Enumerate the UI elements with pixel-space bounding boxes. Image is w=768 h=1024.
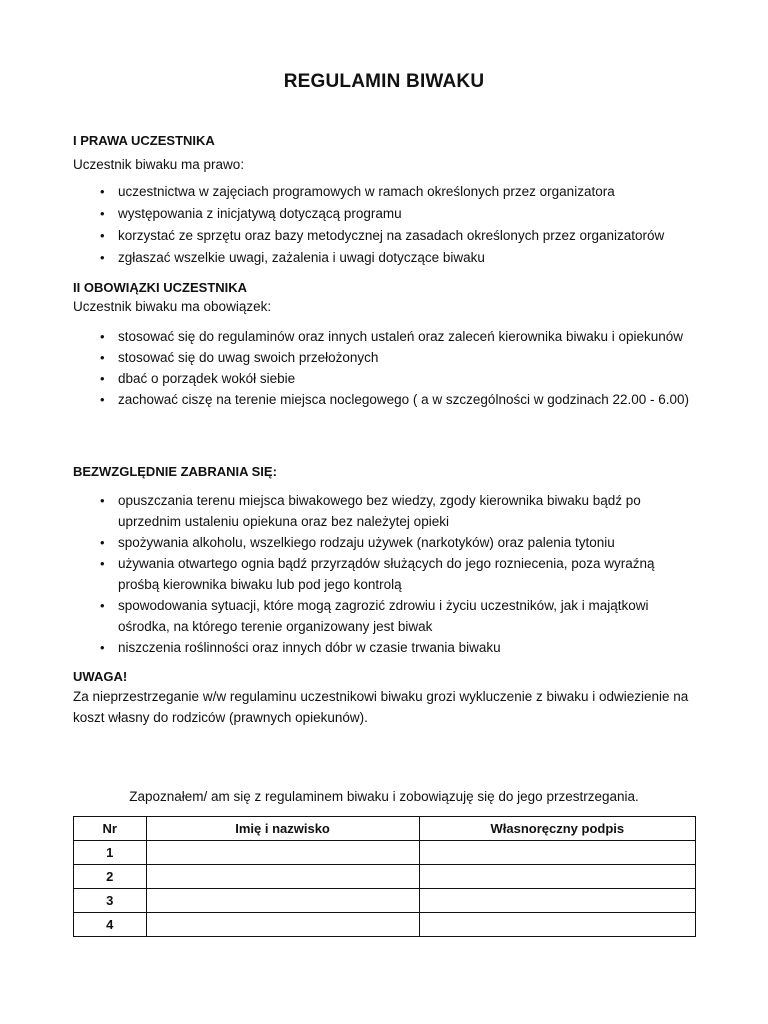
list-item: • występowania z inicjatywą dotyczącą programu <box>73 203 693 224</box>
list-item: • stosować się do uwag swoich przełożonych <box>73 347 693 368</box>
rights-list <box>73 181 693 268</box>
table-row <box>74 889 696 913</box>
warning-note <box>73 668 713 728</box>
section-heading: BEZWZGLĘDNIE ZABRANIA SIĘ: <box>73 464 277 479</box>
column-header-name: Imię i nazwisko <box>146 817 419 841</box>
name-cell[interactable] <box>146 865 419 889</box>
signature-table <box>73 816 696 937</box>
list-item: • opuszczania terenu miejsca biwakowego bez wiedzy, zgody kierownika biwaku bądź po uprzednim ustaleniu opiekuna oraz bez należytej opieki <box>73 490 693 532</box>
bullet-icon: • <box>100 598 105 613</box>
table-row <box>74 865 696 889</box>
acknowledgement-text: Zapoznałem/ am się z regulaminem biwaku i zobowiązuję się do jego przestrzegania. <box>129 789 639 804</box>
signature-cell[interactable] <box>419 841 695 865</box>
name-cell[interactable] <box>146 889 419 913</box>
section-prohibitions <box>73 463 713 481</box>
bullet-icon: • <box>100 250 105 265</box>
bullet-icon: • <box>100 535 105 550</box>
list-item: • uczestnictwa w zajęciach programowych w ramach określonych przez organizatora <box>73 181 693 202</box>
list-item: • korzystać ze sprzętu oraz bazy metodycznej na zasadach określonych przez organizatorów <box>73 225 693 246</box>
list-item: • dbać o porządek wokół siebie <box>73 368 693 389</box>
name-cell[interactable] <box>146 841 419 865</box>
list-item: • spożywania alkoholu, wszelkiego rodzaju używek (narkotyków) oraz palenia tytoniu <box>73 532 693 553</box>
list-item: • zachować ciszę na terenie miejsca noclegowego ( a w szczególności w godzinach 22.00 - 6.00) <box>73 389 693 410</box>
warning-text: Za nieprzestrzeganie w/w regulaminu uczestnikowi biwaku grozi wykluczenie z biwaku i odwiezienie na koszt własny do rodziców (prawnych opiekunów). <box>73 689 689 725</box>
signature-cell[interactable] <box>419 889 695 913</box>
list-item: • używania otwartego ognia bądź przyrządów służących do jego rozniecenia, poza wyraźną prośbą kierownika biwaku lub pod jego kontrolą <box>73 553 693 595</box>
section-intro: Uczestnik biwaku ma prawo: <box>73 157 245 172</box>
page-title: REGULAMIN BIWAKU <box>283 71 485 92</box>
bullet-icon: • <box>100 350 105 365</box>
section-rights <box>73 132 713 175</box>
bullet-icon: • <box>100 556 105 571</box>
column-header-signature: Własnoręczny podpis <box>419 817 695 841</box>
signature-cell[interactable] <box>419 913 695 937</box>
list-item: • zgłaszać wszelkie uwagi, zażalenia i uwagi dotyczące biwaku <box>73 247 693 268</box>
warning-heading: UWAGA! <box>73 669 128 684</box>
table-header-row <box>74 817 696 841</box>
bullet-icon: • <box>100 184 105 199</box>
table-row <box>74 841 696 865</box>
bullet-icon: • <box>100 228 105 243</box>
name-cell[interactable] <box>146 913 419 937</box>
column-header-nr: Nr <box>74 817 147 841</box>
signature-cell[interactable] <box>419 865 695 889</box>
table-row <box>74 913 696 937</box>
row-number: 2 <box>74 865 147 889</box>
list-item: • niszczenia roślinności oraz innych dóbr w czasie trwania biwaku <box>73 637 693 658</box>
duties-list <box>73 326 693 410</box>
prohibitions-list <box>73 490 693 658</box>
bullet-icon: • <box>100 206 105 221</box>
section-heading: II OBOWIĄZKI UCZESTNIKA <box>73 280 248 295</box>
bullet-icon: • <box>100 392 105 407</box>
list-item: • stosować się do regulaminów oraz innych ustaleń oraz zaleceń kierownika biwaku i opiekunów <box>73 326 693 347</box>
row-number: 1 <box>74 841 147 865</box>
bullet-icon: • <box>100 493 105 508</box>
row-number: 4 <box>74 913 147 937</box>
section-heading: I PRAWA UCZESTNIKA <box>73 133 215 148</box>
bullet-icon: • <box>100 640 105 655</box>
section-intro: Uczestnik biwaku ma obowiązek: <box>73 299 272 314</box>
row-number: 3 <box>74 889 147 913</box>
list-item: • spowodowania sytuacji, które mogą zagrozić zdrowiu i życiu uczestników, jak i majątkowi ośrodka, na którego terenie organizowany jest biwak <box>73 595 693 637</box>
section-duties <box>73 279 713 317</box>
bullet-icon: • <box>100 371 105 386</box>
bullet-icon: • <box>100 329 105 344</box>
